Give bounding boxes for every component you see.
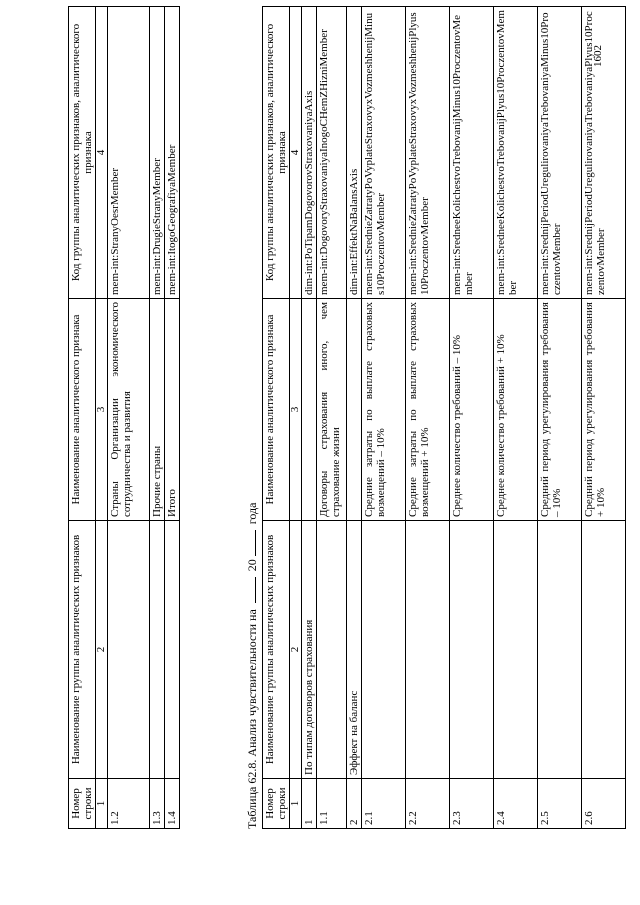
row-number: 2.6 bbox=[582, 779, 626, 829]
attribute-code: mem-int:SredneeKolichestvoTrebovanijPlyus10ProczentovMember bbox=[494, 7, 538, 299]
group-name bbox=[165, 521, 180, 779]
header-row-number: Номер строки bbox=[69, 779, 96, 829]
table-header-row bbox=[263, 7, 290, 829]
group-name bbox=[108, 521, 150, 779]
caption-prefix: Таблица 62.8. Анализ чувствительности на bbox=[245, 609, 259, 829]
attribute-code: mem-int:DrugieStranyMember bbox=[150, 7, 165, 299]
group-name bbox=[582, 521, 626, 779]
table-row bbox=[317, 7, 347, 829]
column-number: 4 bbox=[96, 7, 108, 299]
column-number: 3 bbox=[96, 299, 108, 521]
date-blank bbox=[244, 577, 256, 603]
row-number: 2.3 bbox=[450, 779, 494, 829]
attribute-name: Прочие страны bbox=[150, 299, 165, 521]
column-number: 1 bbox=[96, 779, 108, 829]
row-number: 1 bbox=[302, 779, 317, 829]
attribute-name: Средние затраты по выплате страховых возмещений + 10% bbox=[406, 299, 450, 521]
attribute-code: mem-int:SrednijPeriodUregulirovaniyaTrebovaniyaPlyus10ProczentovMember bbox=[582, 7, 626, 299]
group-name: По типам договоров страхования bbox=[302, 521, 317, 779]
attribute-name bbox=[347, 299, 362, 521]
table-row bbox=[450, 7, 494, 829]
table-row bbox=[347, 7, 362, 829]
attribute-name: Страны Организации экономического сотрудничества и развития bbox=[108, 299, 150, 521]
row-number: 1.2 bbox=[108, 779, 150, 829]
table-caption bbox=[244, 503, 260, 830]
group-name: Эффект на баланс bbox=[347, 521, 362, 779]
attribute-code: mem-int:DogovoryStraxovaniyaInogoCHemZHizniMember bbox=[317, 7, 347, 299]
table-row bbox=[150, 7, 165, 829]
header-attribute-name: Наименование аналитического признака bbox=[263, 299, 290, 521]
caption-year-prefix: 20 bbox=[245, 559, 259, 572]
column-number: 2 bbox=[290, 521, 302, 779]
group-name bbox=[150, 521, 165, 779]
attribute-name: Средние затраты по выплате страховых возмещений – 10% bbox=[362, 299, 406, 521]
group-name bbox=[450, 521, 494, 779]
row-number: 2.2 bbox=[406, 779, 450, 829]
column-number: 1 bbox=[290, 779, 302, 829]
group-name bbox=[494, 521, 538, 779]
header-group-name: Наименование группы аналитических признаков bbox=[69, 521, 96, 779]
attribute-code: mem-int:SredneeKolichestvoTrebovanijMinus10ProczentovMember bbox=[450, 7, 494, 299]
row-number: 2.4 bbox=[494, 779, 538, 829]
table-sensitivity-analysis bbox=[262, 6, 626, 829]
attribute-name: Среднее количество требований + 10% bbox=[494, 299, 538, 521]
header-code: Код группы аналитических признаков, аналитического признака bbox=[263, 7, 290, 299]
table-row bbox=[362, 7, 406, 829]
table-row bbox=[302, 7, 317, 829]
group-name bbox=[538, 521, 582, 779]
year-blank bbox=[244, 530, 256, 556]
row-number: 1.1 bbox=[317, 779, 347, 829]
column-number-row bbox=[290, 7, 302, 829]
attribute-code: mem-int:SrednieZatratyPoVyplateStraxovyxVozmeshhenijPlyus10ProczentovMember bbox=[406, 7, 450, 299]
attribute-name: Средний период урегулирования требования + 10% bbox=[582, 299, 626, 521]
attribute-code: mem-int:SrednijPeriodUregulirovaniyaTrebovaniyaMinus10ProczentovMember bbox=[538, 7, 582, 299]
attribute-name: Итого bbox=[165, 299, 180, 521]
row-number: 2.5 bbox=[538, 779, 582, 829]
attribute-code: mem-int:ItogoGeografiyaMember bbox=[165, 7, 180, 299]
attribute-code: mem-int:StranyOesrMember bbox=[108, 7, 150, 299]
attribute-name: Среднее количество требований – 10% bbox=[450, 299, 494, 521]
caption-suffix: года bbox=[245, 502, 259, 525]
attribute-name: Договоры страхования иного, чем страхование жизни bbox=[317, 299, 347, 521]
header-group-name: Наименование группы аналитических признаков bbox=[263, 521, 290, 779]
column-number: 2 bbox=[96, 521, 108, 779]
attribute-code: dim-int:PoTipamDogovorovStraxovaniyaAxis bbox=[302, 7, 317, 299]
table-countries bbox=[68, 6, 180, 829]
group-name bbox=[362, 521, 406, 779]
header-code: Код группы аналитических признаков, аналитического признака bbox=[69, 7, 96, 299]
group-name bbox=[406, 521, 450, 779]
table-row bbox=[538, 7, 582, 829]
header-row-number: Номер строки bbox=[263, 779, 290, 829]
attribute-name: Средний период урегулирования требования – 10% bbox=[538, 299, 582, 521]
table-header-row bbox=[69, 7, 96, 829]
table-row bbox=[406, 7, 450, 829]
table-row bbox=[494, 7, 538, 829]
column-number: 3 bbox=[290, 299, 302, 521]
group-name bbox=[317, 521, 347, 779]
table-row bbox=[108, 7, 150, 829]
row-number: 1.4 bbox=[165, 779, 180, 829]
row-number: 1.3 bbox=[150, 779, 165, 829]
header-attribute-name: Наименование аналитического признака bbox=[69, 299, 96, 521]
attribute-code: mem-int:SrednieZatratyPoVyplateStraxovyxVozmeshhenijMinus10ProczentovMember bbox=[362, 7, 406, 299]
row-number: 2 bbox=[347, 779, 362, 829]
page-number: 1602 bbox=[592, 45, 604, 67]
attribute-code: dim-int:EffektNaBalansAxis bbox=[347, 7, 362, 299]
attribute-name bbox=[302, 299, 317, 521]
column-number: 4 bbox=[290, 7, 302, 299]
table-row bbox=[165, 7, 180, 829]
table-row bbox=[582, 7, 626, 829]
row-number: 2.1 bbox=[362, 779, 406, 829]
column-number-row bbox=[96, 7, 108, 829]
